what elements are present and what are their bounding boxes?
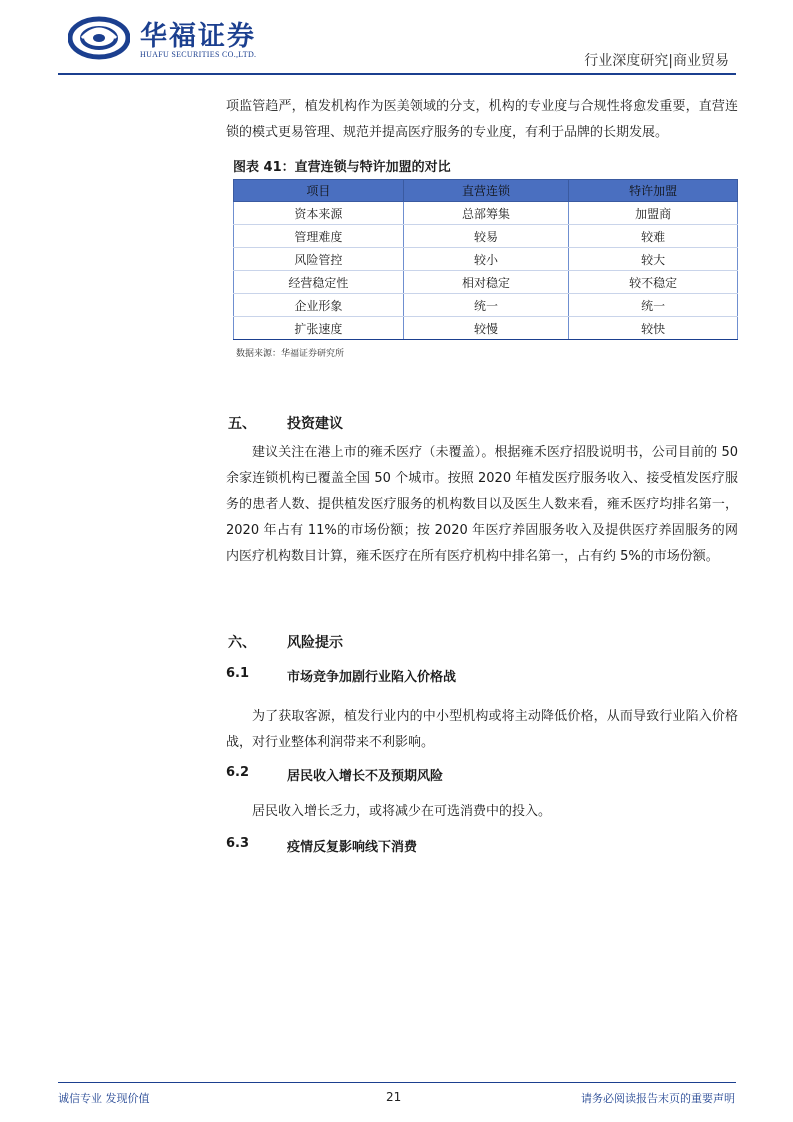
risk-paragraph: [226, 704, 738, 756]
table-cell: 统一: [403, 294, 569, 317]
section-title: 投资建议: [287, 416, 343, 432]
figure-title: 图表 41：直营连锁与特许加盟的对比: [233, 160, 451, 175]
table-cell: 资本来源: [234, 202, 404, 225]
table-cell: 企业形象: [234, 294, 404, 317]
section-title: 风险提示: [287, 635, 343, 651]
table-cell: 较大: [569, 248, 738, 271]
report-category: 行业深度研究|商业贸易: [584, 53, 729, 69]
footer-divider: [58, 1082, 736, 1083]
table-header-cell: 特许加盟: [569, 180, 738, 202]
table-cell: 较小: [403, 248, 569, 271]
comparison-table: [233, 179, 738, 340]
table-cell: 统一: [569, 294, 738, 317]
subsection-title: 市场竞争加剧行业陷入价格战: [287, 670, 457, 685]
figure-source: 数据来源：华福证券研究所: [236, 349, 345, 359]
table-cell: 风险管控: [234, 248, 404, 271]
risk-text: 居民收入增长乏力，或将减少在可选消费中的投入。: [252, 804, 552, 819]
table-cell: 经营稳定性: [234, 271, 404, 294]
header-divider: [58, 73, 736, 75]
table-cell: 加盟商: [569, 202, 738, 225]
table-row: [234, 202, 738, 225]
table-cell: 总部筹集: [403, 202, 569, 225]
subsection-number: 6.1: [226, 666, 250, 681]
table-header-row: [234, 180, 738, 202]
logo-chinese-name: 华福证券: [140, 21, 256, 52]
table-cell: 较慢: [403, 317, 569, 340]
table-row: [234, 248, 738, 271]
investment-advice-paragraph: [226, 440, 738, 570]
table-cell: 较难: [569, 225, 738, 248]
table-row: [234, 225, 738, 248]
table-cell: 较不稳定: [569, 271, 738, 294]
subsection-number: 6.3: [226, 836, 250, 851]
subsection-number: 6.2: [226, 765, 250, 780]
table-row: [234, 271, 738, 294]
table-cell: 较快: [569, 317, 738, 340]
subsection-title: 居民收入增长不及预期风险: [287, 769, 444, 784]
table-header-cell: 直营连锁: [403, 180, 569, 202]
investment-advice-text: 建议关注在港上市的雍禾医疗（未覆盖）。根据雍禾医疗招股说明书，公司目前的 50 余家连锁机构已覆盖全国 50 个城市。按照 2020 年植发医疗服务收入、接受植发医疗服务的患者人数、提供植发医疗服务的机构数目以及医生人数来看，雍禾医疗均排名第一，2020 年占有 11%的市场份额；按 2020 年医疗养固服务收入及提供医疗养固服务的网内医疗机构数目计算，雍禾医疗在所有医疗机构中排名第一，占有约 5%的市场份额。: [226, 445, 738, 564]
table-cell: 扩张速度: [234, 317, 404, 340]
risk-text: 为了获取客源，植发行业内的中小型机构或将主动降低价格，从而导致行业陷入价格战，对行业整体利润带来不利影响。: [226, 709, 738, 750]
table-cell: 相对稳定: [403, 271, 569, 294]
table-row: [234, 294, 738, 317]
logo-english-name: HUAFU SECURITIES CO.,LTD.: [140, 50, 257, 59]
footer-slogan: 诚信专业 发现价值: [58, 1092, 150, 1105]
intro-text: 项监管趋严，植发机构作为医美领域的分支，机构的专业度与合规性将愈发重要，直营连锁的模式更易管理、规范并提高医疗服务的专业度，有利于品牌的长期发展。: [226, 99, 738, 140]
section-number: 六、: [228, 635, 256, 651]
footer-disclaimer: 请务必阅读报告末页的重要声明: [581, 1092, 735, 1105]
page-number: 21: [386, 1090, 402, 1104]
risk-paragraph: [226, 799, 738, 825]
huafu-logo-icon: [68, 16, 130, 60]
table-cell: 管理难度: [234, 225, 404, 248]
subsection-title: 疫情反复影响线下消费: [287, 840, 418, 855]
intro-paragraph: [226, 94, 738, 146]
table-row: [234, 317, 738, 340]
section-number: 五、: [228, 416, 256, 432]
table-header-cell: 项目: [234, 180, 404, 202]
table-cell: 较易: [403, 225, 569, 248]
